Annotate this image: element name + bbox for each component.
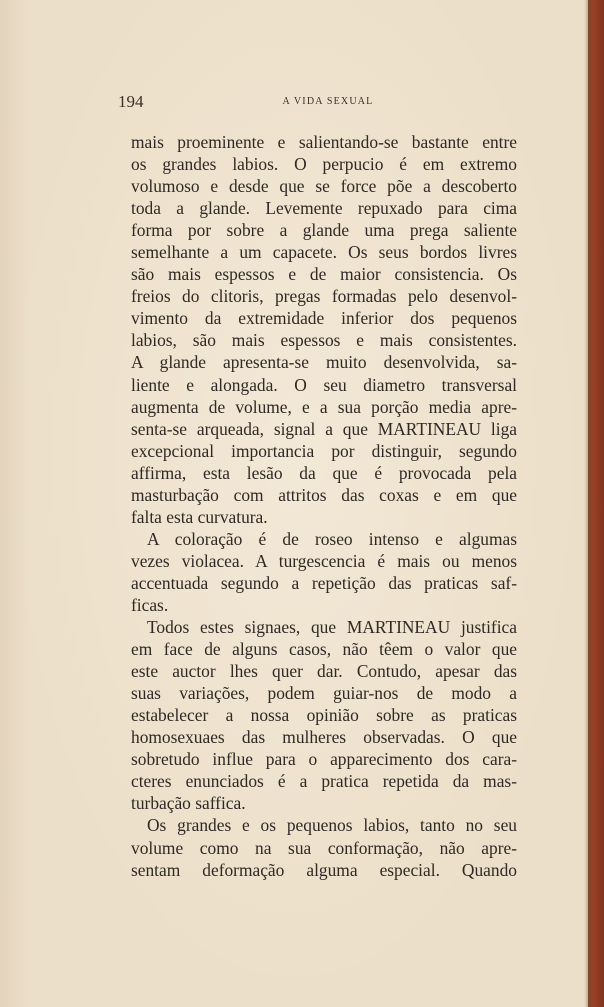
text-line: em face de alguns casos, não têem o valor que [131,639,517,660]
text-line: este auctor lhes quer dar. Contudo, apesar das [131,661,517,682]
text-line: falta esta curvatura. [131,506,268,527]
body-text [131,131,517,881]
text-line: Todos estes signaes, que MARTINEAU justifica [147,617,517,638]
text-line: vimento da extremidade inferior dos pequenos [131,308,517,329]
text-line: liente e alongada. O seu diametro transversal [131,374,517,395]
text-line: semelhante a um capacete. Os seus bordos livres [131,242,517,263]
text-line: freios do clitoris, pregas formadas pelo desenvol- [131,286,517,307]
book-cover-edge [588,0,604,1007]
text-line: senta-se arqueada, signal a que MARTINEAU liga [131,418,517,439]
text-line: labios, são mais espessos e mais consistentes. [131,330,517,351]
text-line: os grandes labios. O perpucio é em extremo [131,154,517,175]
text-line: volume como na sua conformação, não apre- [131,837,517,858]
text-line: cteres enunciados é a pratica repetida da mas- [131,771,517,792]
text-line: homosexuaes das mulheres observadas. O que [131,727,517,748]
page-header [118,92,518,114]
text-line: suas variações, podem guiar-nos de modo a [131,683,517,704]
text-line: ficas. [131,594,169,615]
text-line: Os grandes e os pequenos labios, tanto no seu [147,815,517,836]
text-line: accentuada segundo a repetição das praticas saf- [131,572,517,593]
text-line: masturbação com attritos das coxas e em que [131,484,517,505]
text-line: affirma, esta lesão da que é provocada pela [131,462,517,483]
text-line: A glande apresenta-se muito desenvolvida, sa- [131,352,517,373]
text-line: turbação saffica. [131,793,246,814]
text-line: sobretudo influe para o apparecimento dos cara- [131,749,517,770]
text-line: excepcional importancia por distinguir, segundo [131,440,517,461]
text-line: são mais espessos e de maior consistencia. Os [131,264,517,285]
text-line: sentam deformação alguma especial. Quando [131,859,517,880]
text-line: forma por sobre a glande uma prega saliente [131,220,517,241]
running-head: A VIDA SEXUAL [282,96,374,107]
text-line: augmenta de volume, e a sua porção media apre- [131,396,517,417]
text-line: A coloração é de roseo intenso e algumas [147,528,517,549]
page-number: 194 [118,92,144,111]
text-line: toda a glande. Levemente repuxado para cima [131,198,517,219]
text-line: mais proeminente e salientando-se bastante entre [131,132,517,152]
text-line: estabelecer a nossa opinião sobre as praticas [131,705,517,726]
text-line: volumoso e desde que se force põe a descoberto [131,176,517,197]
text-line: vezes violacea. A turgescencia é mais ou menos [131,550,517,571]
